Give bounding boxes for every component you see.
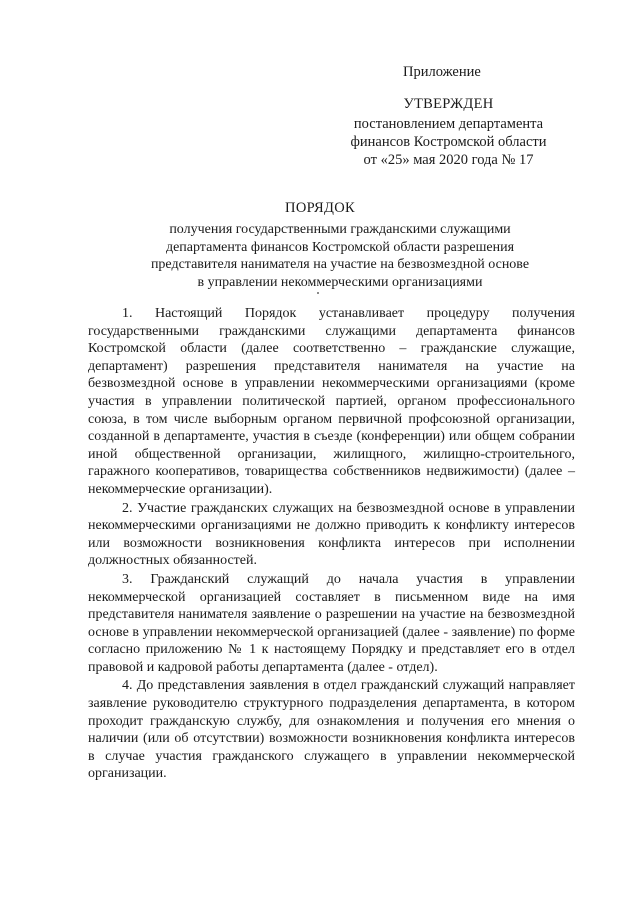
- approval-line: постановлением департамента: [353, 116, 544, 132]
- approval-block: [336, 95, 561, 169]
- subtitle-line: представителя нанимателя на участие на безвозмездной основе: [150, 257, 530, 273]
- paragraph-2: 2. Участие гражданских служащих на безвозмездной основе в управлении некоммерческими организациями не должно приводить к конфликту интересов или возможности возникновения конфликта интересов при исполнении должностных обязанностей.: [88, 500, 575, 569]
- approved-heading: УТВЕРЖДЕН: [403, 96, 494, 112]
- paragraph-3: 3. Гражданский служащий до начала участия в управлении некоммерческой организацией составляет в письменном виде на имя представителя нанимателя заявление о разрешении на участие на безвозмездной основе в управлении некоммерческой организацией (далее - заявление) по форме согласно приложению № 1 к настоящему Порядку и представляет его в отдел правовой и кадровой работы департамента (далее - отдел).: [88, 571, 575, 675]
- document-title: ПОРЯДОК: [285, 200, 355, 216]
- approval-line: от «25» мая 2020 года № 17: [363, 152, 534, 168]
- scan-dot: [317, 292, 319, 294]
- appendix-label: Приложение: [403, 64, 481, 80]
- subtitle-line: департамента финансов Костромской области разрешения: [165, 239, 515, 255]
- document-subtitle: [130, 221, 550, 291]
- paragraph-4: 4. До представления заявления в отдел гражданский служащий направляет заявление руководителю структурного подразделения департамента, в котором проходит гражданскую службу, для ознакомления и получения его мнения о наличии (или об отсутствии) возможности возникновения конфликта интересов в случае участия гражданского служащего в управлении некоммерческой организации.: [88, 678, 575, 782]
- subtitle-line: получения государственными гражданскими служащими: [169, 222, 511, 237]
- approval-line: финансов Костромской области: [350, 134, 547, 150]
- document-body: [88, 305, 575, 783]
- subtitle-line: в управлении некоммерческими организациями: [197, 274, 483, 290]
- paragraph-1: 1. Настоящий Порядок устанавливает процедуру получения государственными гражданскими служащими департамента финансов Костромской области (далее соответственно – гражданские служащие, департамент) разрешения представителя нанимателя на участие на безвозмездной основе в управлении некоммерческими организациями (кроме участия в управлении политической партией, органом профессионального союза, в том числе выборным органом первичной профсоюзной организации, созданной в департаменте, участия в съезде (конференции) или общем собрании иной общественной организации, жилищного, жилищно-строительного, гаражного кооперативов, товарищества собственников недвижимости) (далее – некоммерческие организации).: [88, 306, 575, 497]
